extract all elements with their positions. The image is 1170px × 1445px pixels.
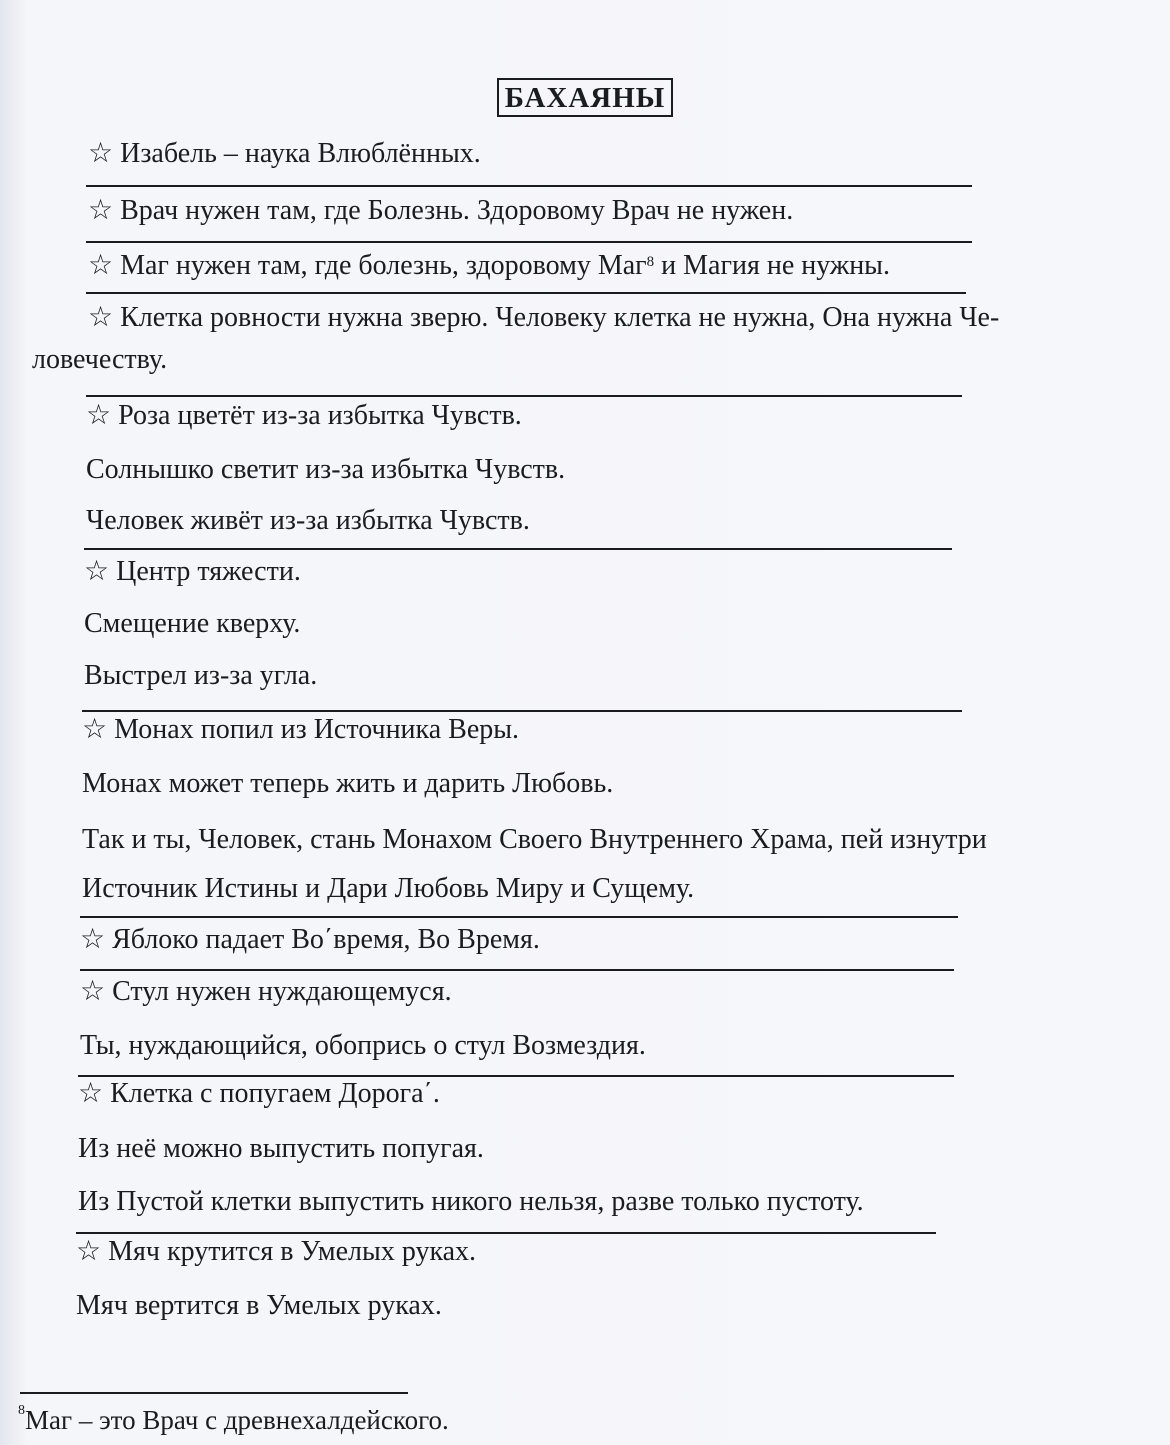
aphorism-line: Источник Истины и Дари Любовь Миру и Сущему.: [82, 873, 695, 904]
divider: [76, 1232, 936, 1234]
aphorism-line: Так и ты, Человек, стань Монахом Своего Внутреннего Храма, пей изнутри: [82, 824, 987, 855]
star-icon: ☆: [76, 1236, 102, 1267]
star-icon: ☆: [88, 250, 114, 281]
divider: [86, 395, 962, 397]
aphorism-line: ☆ Роза цветёт из-за избытка Чувств.: [86, 400, 522, 431]
divider: [86, 292, 966, 294]
aphorism-line: ☆ Клетка с попугаем Дорога΄.: [78, 1078, 440, 1109]
aphorism-line: Выстрел из-за угла.: [84, 660, 318, 691]
divider: [78, 1075, 954, 1077]
star-icon: ☆: [88, 195, 114, 226]
aphorism-line: Ты, нуждающийся, обопрись о стул Возмездия.: [80, 1030, 646, 1061]
divider: [86, 241, 972, 243]
footnote: $^8$Маг – это Врач с древнехалдейского.: [18, 1403, 449, 1435]
aphorism-line: Монах может теперь жить и дарить Любовь.: [82, 768, 614, 799]
aphorism-line: ☆ Монах попил из Источника Веры.: [82, 714, 520, 745]
aphorism-line: ☆ Маг нужен там, где болезнь, здоровому Маг$^8$ и Магия не нужны.: [88, 250, 890, 281]
star-icon: ☆: [84, 556, 110, 587]
star-icon: ☆: [80, 976, 106, 1007]
aphorism-line: ☆ Врач нужен там, где Болезнь. Здоровому Врач не нужен.: [88, 195, 794, 226]
aphorism-line: Солнышко светит из-за избытка Чувств.: [86, 454, 566, 485]
footnote-divider: [20, 1392, 408, 1394]
star-icon: ☆: [78, 1078, 104, 1109]
star-icon: ☆: [80, 924, 106, 955]
aphorism-line: ☆ Изабель – наука Влюблённых.: [88, 138, 481, 169]
footnote-mark: 8: [18, 1403, 25, 1418]
aphorism-line: ☆ Центр тяжести.: [84, 556, 301, 587]
star-icon: ☆: [86, 400, 112, 431]
divider: [86, 185, 972, 187]
page-title: [0, 78, 1170, 117]
divider: [84, 548, 952, 550]
star-icon: ☆: [88, 138, 114, 169]
star-icon: ☆: [82, 714, 108, 745]
divider: [80, 916, 958, 918]
divider: [80, 969, 954, 971]
aphorism-line: Смещение кверху.: [84, 608, 301, 639]
aphorism-line: Из неё можно выпустить попугая.: [78, 1133, 484, 1164]
footnote-ref: 8: [646, 254, 655, 270]
aphorism-line: ☆ Мяч крутится в Умелых руках.: [76, 1236, 477, 1267]
aphorism-line: ☆ Клетка ровности нужна зверю. Человеку клетка не нужна, Она нужна Че-: [88, 302, 1000, 333]
star-icon: ☆: [88, 302, 114, 333]
aphorism-line: ☆ Стул нужен нуждающемуся.: [80, 976, 452, 1007]
aphorism-line: Из Пустой клетки выпустить никого нельзя, разве только пустоту.: [78, 1186, 864, 1217]
aphorism-line: ☆ Яблоко падает Во΄время, Во Время.: [80, 924, 540, 955]
aphorism-line: Мяч вертится в Умелых руках.: [76, 1290, 442, 1321]
divider: [82, 710, 962, 712]
aphorism-line: Человек живёт из-за избытка Чувств.: [86, 505, 530, 536]
aphorism-line: ловечеству.: [32, 344, 168, 375]
title-box: БАХАЯНЫ: [497, 78, 674, 117]
